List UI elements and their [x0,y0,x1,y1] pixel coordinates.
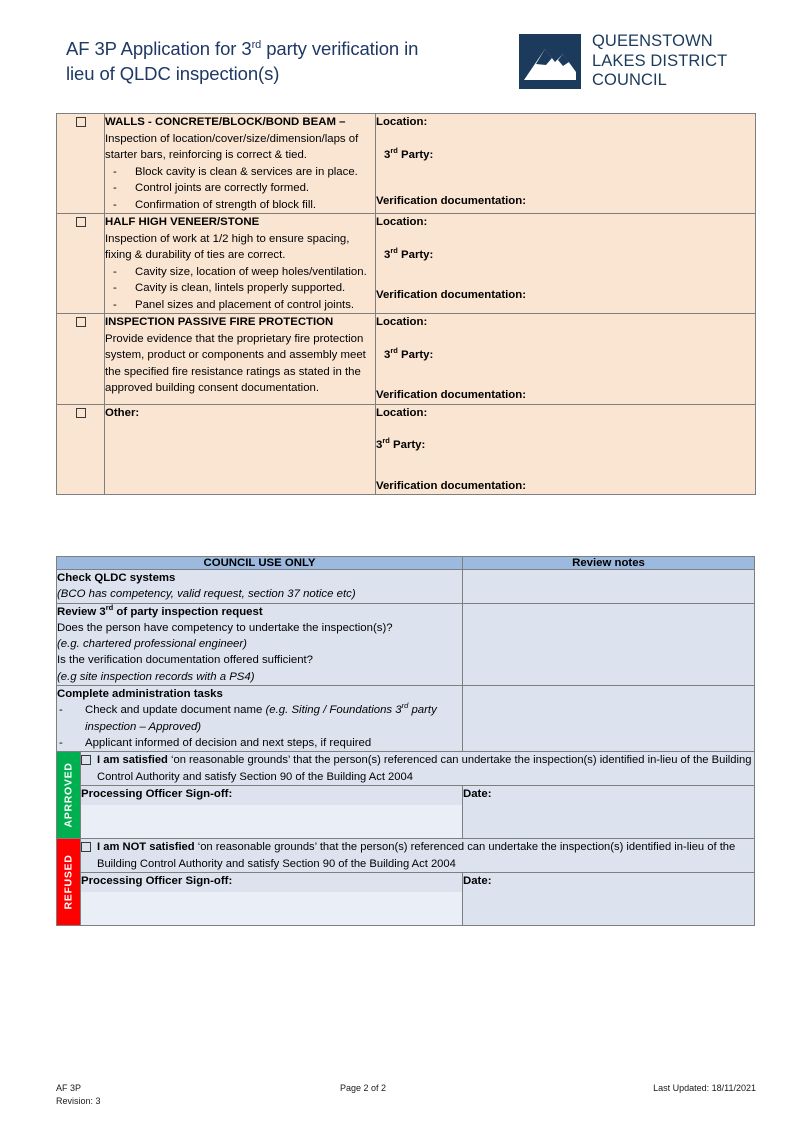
refused-declaration-cell[interactable] [81,839,755,873]
review-italic-1: (e.g. chartered professional engineer) [57,638,247,651]
third-party-num: 3 [384,148,391,161]
third-party-num: 3 [376,439,383,451]
inspection-checkbox-cell-1[interactable] [57,214,105,314]
logo-line-2: LAKES DISTRICT [592,51,728,70]
refused-date-label: Date: [463,875,492,888]
inspection-title-0: WALLS - CONCRETE/BLOCK/BOND BEAM – [105,116,346,128]
spacer [376,231,755,247]
spacer [376,363,755,387]
third-party-rest: Party: [397,348,434,361]
refused-date-cell[interactable] [463,873,755,926]
refused-label: REFUSED [62,854,75,910]
logo-line-1: QUEENSTOWN [592,32,713,50]
council-use-table [56,556,755,926]
inspection-checkbox-cell-3[interactable] [57,404,105,495]
location-label: Location: [376,406,428,419]
approved-signoff-cell[interactable] [81,786,463,839]
footer-page-number: Page 2 of 2 [340,1083,387,1093]
approved-declaration-bold: I am satisfied [97,754,168,767]
inspection-checkbox-cell-0[interactable] [57,114,105,214]
table-row [57,114,756,214]
third-party-num: 3 [384,248,391,261]
checkbox-icon[interactable] [76,217,86,227]
review-heading-a: Review 3 [57,605,106,618]
verification-label: Verification documentation: [376,389,526,401]
approved-declaration-rest: ‘on reasonable grounds’ that the person(s) referenced can undertake the inspection(s) identified in-lieu of the Building Control Authority and satisfy Section 90 of the Building Act 2004 [97,754,752,783]
refused-declaration-bold: I am NOT satisfied [97,841,195,854]
refused-declaration-text [81,839,754,872]
verification-label: Verification documentation: [376,289,526,301]
qldc-logo [519,34,727,91]
council-use-header: COUNCIL USE ONLY [57,557,463,570]
list-item: - Control joints are correctly formed. [105,180,375,197]
page-title [66,36,516,86]
approved-signoff-label: Processing Officer Sign-off: [81,788,233,801]
list-item: - Applicant informed of decision and next steps, if required [57,735,462,751]
list-item: - Cavity size, location of weep holes/ventilation. [105,264,375,281]
inspection-body-0: Inspection of location/cover/size/dimension/laps of starter bars, reinforcing is correct & tied. [105,132,359,161]
inspection-title-1: HALF HIGH VENEER/STONE [105,216,260,228]
third-party-num: 3 [384,348,391,361]
admin-tasks-heading: Complete administration tasks [57,688,223,701]
refused-declaration-rest: ‘on reasonable grounds’ that the person(s) referenced can undertake the inspection(s) identified in-lieu of the Building Control Authority and satisfy Section 90 of the Building Act 2004 [97,841,736,870]
inspection-description-cell-0 [105,114,376,214]
list-item: - Panel sizes and placement of control joints. [105,297,375,314]
admin-bullet1-plain: Check and update document name [85,704,266,717]
location-label: Location: [376,316,428,328]
table-row [57,752,755,786]
review-line-2: Is the verification documentation offered sufficient? [57,654,314,667]
check-qldc-systems-cell [57,570,463,604]
list-item: - Block cavity is clean & services are in place. [105,164,375,181]
refused-status-bar [57,839,81,926]
table-row [57,603,755,685]
inspection-info-cell-0 [376,114,756,214]
review-italic-2: (e.g site inspection records with a PS4) [57,670,255,683]
list-item: - Confirmation of strength of block fill. [105,197,375,214]
list-item: - Cavity is clean, lintels properly supported. [105,280,375,297]
inspection-info-cell-2 [376,314,756,405]
inspection-items-table [56,113,756,495]
approved-status-bar [57,752,81,839]
table-row [57,214,756,314]
third-party-label [376,347,755,364]
check-qldc-heading: Check QLDC systems [57,572,176,584]
review-heading-sup: rd [105,602,114,612]
location-label: Location: [376,116,428,128]
spacer [376,421,755,437]
review-notes-input-1[interactable] [463,603,755,685]
table-row [57,786,755,839]
checkbox-icon[interactable] [81,755,91,765]
footer-left [56,1082,101,1108]
check-qldc-note: (BCO has competency, valid request, section 37 notice etc) [57,588,356,601]
logo-wordmark [592,32,727,91]
inspection-bullets-0 [105,164,375,214]
approved-date-cell[interactable] [463,786,755,839]
admin-tasks-cell [57,686,463,752]
inspection-description-cell-1 [105,214,376,314]
inspection-info-cell-1 [376,214,756,314]
spacer [376,454,755,478]
spacer [376,163,755,193]
review-heading-b: of party inspection request [113,605,263,618]
list-item [57,702,462,735]
review-notes-header: Review notes [463,557,755,570]
table-row [57,686,755,752]
review-request-cell [57,603,463,685]
third-party-rest: Party: [397,148,434,161]
page-title-ordinal: rd [251,38,262,51]
review-notes-input-2[interactable] [463,686,755,752]
approved-declaration-cell[interactable] [81,752,755,786]
inspection-body-2: Provide evidence that the proprietary fire protection system, product or components and assembly meet the specified fire resistance ratings as stated in the approved building consent documentation. [105,332,366,394]
table-row [57,557,755,570]
admin-bullet1-italic-a: (e.g. Siting / Foundations 3 [265,704,402,717]
inspection-info-cell-3 [376,404,756,495]
checkbox-icon[interactable] [76,408,86,418]
third-party-sup: rd [390,245,398,255]
verification-label: Verification documentation: [376,479,526,492]
review-notes-input-0[interactable] [463,570,755,604]
refused-signoff-label: Processing Officer Sign-off: [81,875,233,888]
table-row [57,570,755,604]
table-row [57,314,756,405]
checkbox-icon[interactable] [76,317,86,327]
location-label: Location: [376,216,428,228]
spacer [376,263,755,287]
approved-declaration-text [81,752,754,785]
admin-bullet1-sup: rd [401,701,409,711]
spacer [376,131,755,147]
inspection-title-3: Other: [105,406,140,419]
third-party-rest: Party: [389,439,426,451]
footer-last-updated: Last Updated: 18/11/2021 [653,1083,756,1093]
approved-label: APRROVED [62,762,75,828]
third-party-label [376,437,755,454]
inspection-title-2: INSPECTION PASSIVE FIRE PROTECTION [105,316,334,328]
table-row [57,404,756,495]
verification-label: Verification documentation: [376,195,526,207]
checkbox-icon[interactable] [76,117,86,127]
review-request-heading [57,602,263,618]
logo-line-3: COUNCIL [592,71,667,89]
spacer [376,331,755,347]
refused-signature-input[interactable] [81,892,462,925]
page-header [0,0,800,104]
mountain-logo-icon [519,34,581,89]
admin-tasks-list [57,702,462,751]
inspection-body-1: Inspection of work at 1/2 high to ensure spacing, fixing & durability of ties are correct. [105,232,350,261]
third-party-sup: rd [390,345,398,355]
admin-bullet1-italic-b: party inspection – Approved) [85,704,437,733]
inspection-bullets-1 [105,264,375,314]
inspection-description-cell-2 [105,314,376,405]
refused-signoff-cell[interactable] [81,873,463,926]
page-title-part1: AF 3P Application for 3 [66,38,252,59]
table-row [57,839,755,873]
checkbox-icon[interactable] [81,842,91,852]
approved-signature-input[interactable] [81,805,462,838]
inspection-checkbox-cell-2[interactable] [57,314,105,405]
footer-revision: Revision: 3 [56,1096,101,1106]
inspection-description-cell-3 [105,404,376,495]
third-party-sup: rd [390,145,398,155]
third-party-rest: Party: [397,248,434,261]
footer-doc-code: AF 3P [56,1083,82,1093]
third-party-label [376,147,755,164]
page-title-line2: lieu of QLDC inspection(s) [66,63,280,84]
third-party-sup: rd [382,436,390,446]
approved-date-label: Date: [463,788,492,801]
page-title-part2: party verification in [261,38,419,59]
review-line-1: Does the person have competency to undertake the inspection(s)? [57,621,393,634]
third-party-label [376,247,755,264]
table-row [57,873,755,926]
